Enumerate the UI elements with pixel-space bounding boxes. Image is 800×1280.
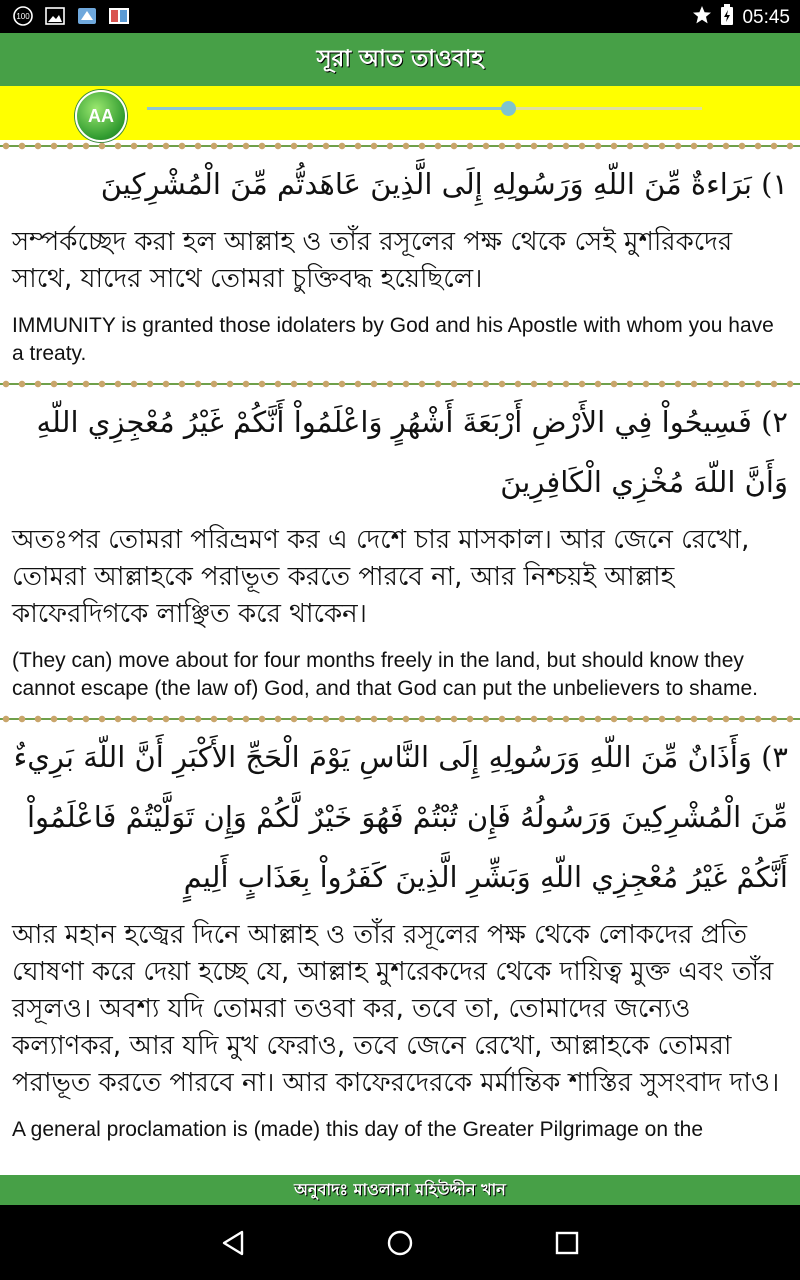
font-size-slider[interactable] <box>147 107 702 110</box>
app-icon <box>76 5 98 27</box>
slider-thumb[interactable] <box>501 101 516 116</box>
translator-credit-bar <box>0 1175 800 1205</box>
slider-fill <box>147 107 508 110</box>
verse-list[interactable] <box>0 140 800 1175</box>
clock: 05:45 <box>742 7 790 28</box>
english-translation: A general proclamation is (made) this day of the Greater Pilgrimage on the <box>12 1118 704 1141</box>
notification-icons <box>12 5 130 27</box>
vine-divider <box>0 140 800 152</box>
english-translation: (They can) move about for four months freely in the land, but should know they cannot escape (the law of) God, and that God can put the unbelievers to shame. <box>12 649 758 700</box>
image-icon <box>44 5 66 27</box>
verse-item[interactable] <box>0 152 800 368</box>
bangla-translation: আর মহান হজ্বের দিনে আল্লাহ ও তাঁর রসূলের পক্ষ থেকে লোকদের প্রতি ঘোষণা করে দেয়া হচ্ছে যে, আল্লাহ মুশরেকদের থেকে দায়িত্ব মুক্ত এবং তাঁর রসূলও। অবশ্য যদি তোমরা তওবা কর, তবে তা, তোমাদের জন্যেও কল্যাণকর, আর যদি মুখ ফেরাও, তবে জেনে রেখো, আল্লাহকে তোমরা পরাভূত করতে পারবে না। আর কাফেরদেরকে মর্মান্তিক শাস্তির সুসংবাদ দাও। <box>12 920 780 1098</box>
recents-icon[interactable] <box>547 1223 587 1263</box>
vine-divider <box>0 378 800 390</box>
arabic-text: ١) بَرَاءةٌ مِّنَ اللّهِ وَرَسُولِهِ إِلَى الَّذِينَ عَاهَدتُّم مِّنَ الْمُشْرِكِينَ <box>100 167 788 201</box>
bangla-translation: সম্পর্কচ্ছেদ করা হল আল্লাহ ও তাঁর রসূলের পক্ষ থেকে সেই মুশরিকদের সাথে, যাদের সাথে তোমরা চুক্তিবদ্ধ হয়েছিলে। <box>12 227 733 294</box>
verse-item[interactable] <box>0 725 800 1144</box>
status-bar <box>0 0 800 33</box>
status-right <box>692 4 790 32</box>
battery-icon <box>720 4 734 32</box>
english-translation: IMMUNITY is granted those idolaters by God and his Apostle with whom you have a treaty. <box>12 314 774 365</box>
navigation-bar <box>0 1205 800 1280</box>
font-size-button[interactable]: AA <box>75 90 127 142</box>
title-bar <box>0 33 800 86</box>
home-icon[interactable] <box>380 1223 420 1263</box>
vine-divider <box>0 713 800 725</box>
font-size-bar <box>0 86 800 140</box>
back-icon[interactable] <box>213 1223 253 1263</box>
verse-item[interactable] <box>0 390 800 703</box>
svg-text:100: 100 <box>16 12 30 21</box>
arabic-text: ٣) وَأَذَانٌ مِّنَ اللّهِ وَرَسُولِهِ إِلَى النَّاسِ يَوْمَ الْحَجِّ الأَكْبَرِ أَنَّ اللّهَ بَرِيءٌ مِّنَ الْمُشْرِكِينَ وَرَسُولُهُ فَإِن تُبْتُمْ فَهُوَ خَيْرٌ لَّكُمْ وَإِن تَوَلَّيْتُمْ فَاعْلَمُواْ أَنَّكُمْ غَيْرُ مُعْجِزِي اللّهِ وَبَشِّرِ الَّذِينَ كَفَرُواْ بِعَذَابٍ أَلِيمٍ <box>13 740 788 894</box>
star-icon <box>692 5 712 31</box>
book-icon <box>108 5 130 27</box>
page-title: সূরা আত তাওবাহ <box>316 46 484 72</box>
arabic-text: ٢) فَسِيحُواْ فِي الأَرْضِ أَرْبَعَةَ أَشْهُرٍ وَاعْلَمُواْ أَنَّكُمْ غَيْرُ مُعْجِزِي اللّهِ وَأَنَّ اللّهَ مُخْزِي الْكَافِرِينَ <box>36 405 788 499</box>
battery-100-icon <box>12 5 34 27</box>
bangla-translation: অতঃপর তোমরা পরিভ্রমণ কর এ দেশে চার মাসকাল। আর জেনে রেখো, তোমরা আল্লাহকে পরাভূত করতে পারবে না, আর নিশ্চয়ই আল্লাহ কাফেরদিগকে লাঞ্ছিত করে থাকেন। <box>12 525 750 629</box>
translator-credit: অনুবাদঃ মাওলানা মহিউদ্দীন খান <box>294 1179 506 1199</box>
